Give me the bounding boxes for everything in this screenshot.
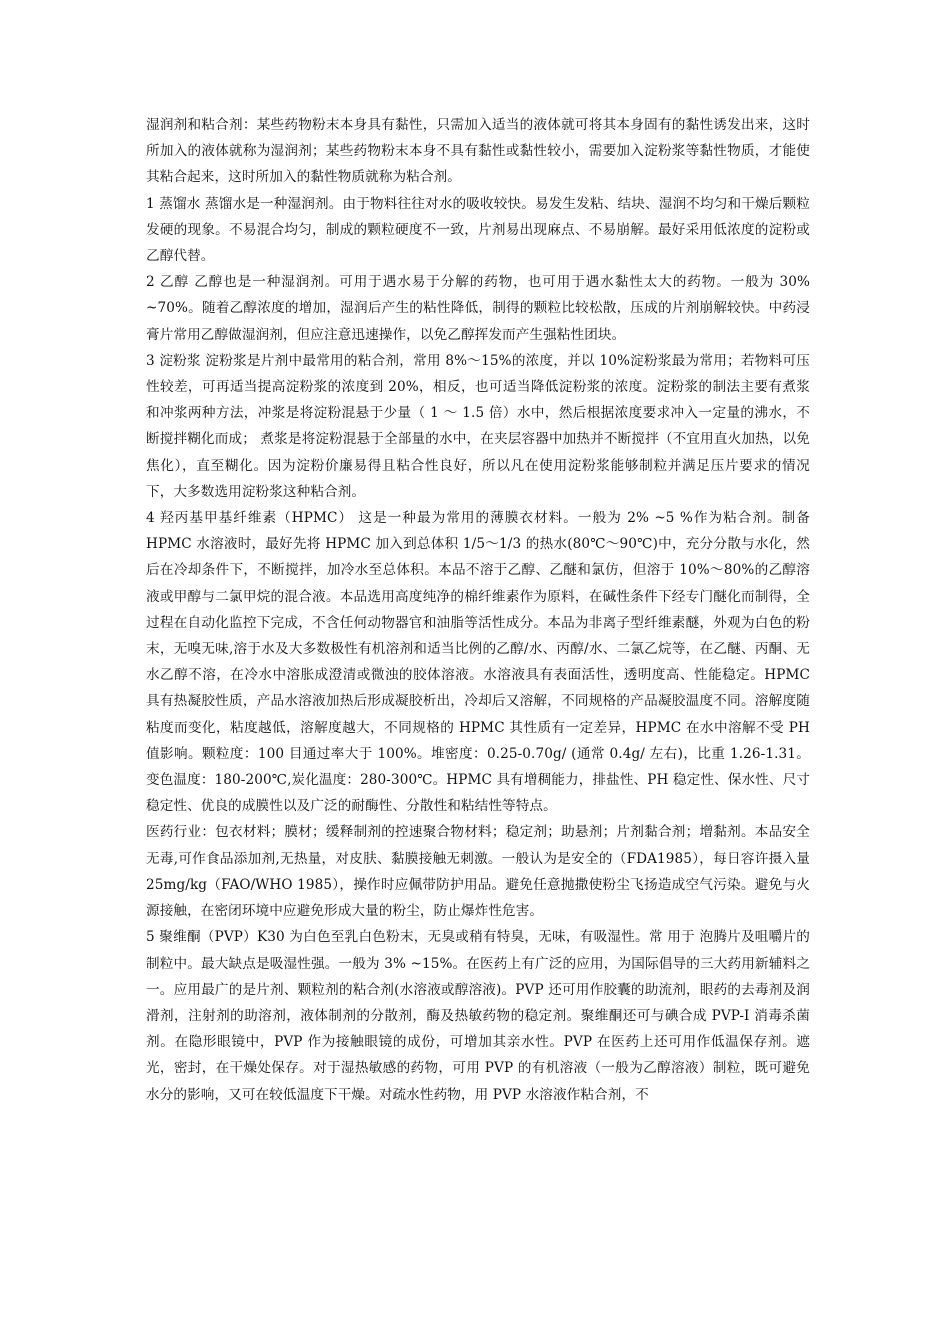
paragraph-distilled-water: 1 蒸馏水 蒸馏水是一种湿润剂。由于物料往往对水的吸收较快。易发生发粘、结块、湿润不均匀和干燥后颗粒发硬的现象。不易混合均匀，制成的颗粒硬度不一致，片剂易出现麻点、不易崩解。最好采用低浓度的淀粉或乙醇代替。 <box>146 195 810 265</box>
paragraph-wetting-binding-agents: 湿润剂和粘合剂：某些药物粉末本身具有黏性，只需加入适当的液体就可将其本身固有的黏性诱发出来，这时所加入的液体就称为湿润剂；某些药物粉末本身不具有黏性或黏性较小，需要加入淀粉浆等黏性物质，才能使其粘合起来，这时所加入的黏性物质就称为粘合剂。 <box>146 117 810 186</box>
paragraph-ethanol: 2 乙醇 乙醇也是一种湿润剂。可用于遇水易于分解的药物，也可用于遇水黏性太大的药物。一般为 30% ~70%。随着乙醇浓度的增加，湿润后产生的粘性降低，制得的颗粒比较松散，压成的片剂崩解较快。中药浸膏片常用乙醇做湿润剂，但应注意迅速操作，以免乙醇挥发而产生强粘性团块。 <box>146 274 810 343</box>
paragraph-pvp: 5 聚维酮（PVP）K30 为白色至乳白色粉末，无臭或稍有特臭，无味，有吸湿性。常 用于 泡腾片及咀嚼片的制粒中。最大缺点是吸湿性强。一般为 3% ~15%。在医药上有广泛的应用，为国际倡导的三大药用新辅料之一。应用最广的是片剂、颗粒剂的粘合剂(水溶液或醇溶液)。PVP 还可用作胶囊的助流剂，眼药的去毒剂及润滑剂，注射剂的助溶剂，液体制剂的分散剂，酶及热敏药物的稳定剂。聚维酮还可与碘合成 PVP-I 消毒杀菌剂。在隐形眼镜中，PVP 作为接触眼镜的成份，可增加其亲水性。PVP 在医药上还可用作低温保存剂。遮光，密封，在干燥处保存。对于湿热敏感的药物，可用 PVP 的有机溶液（一般为乙醇溶液）制粒，既可避免水分的影响，又可在较低温度下干燥。对疏水性药物，用 PVP 水溶液作粘合剂，不 <box>146 929 810 1103</box>
paragraph-starch-paste: 3 淀粉浆 淀粉浆是片剂中最常用的粘合剂，常用 8%～15%的浓度，并以 10%淀粉浆最为常用；若物料可压性较差，可再适当提高淀粉浆的浓度到 20%，相反，也可适当降低淀粉浆的浓度。淀粉浆的制法主要有煮浆和冲浆两种方法，冲浆是将淀粉混悬于少量（ 1 ～ 1.5 倍）水中，然后根据浓度要求冲入一定量的沸水，不断搅拌糊化而成； 煮浆是将淀粉混悬于全部量的水中，在夹层容器中加热并不断搅拌（不宜用直火加热，以免焦化），直至糊化。因为淀粉价廉易得且粘合性良好，所以凡在使用淀粉浆能够制粒并满足压片要求的情况下，大多数选用淀粉浆这种粘合剂。 <box>146 352 810 500</box>
paragraph-hpmc: 4 羟丙基甲基纤维素（HPMC） 这是一种最为常用的薄膜衣材料。一般为 2% ~5 %作为粘合剂。制备 HPMC 水溶液时，最好先将 HPMC 加入到总体积 1/5～1/3 的热水(80℃～90℃)中，充分分散与水化，然后在冷却条件下，不断搅拌，加冷水至总体积。本品不溶于乙醇、乙醚和氯仿，但溶于 10%～80%的乙醇溶液或甲醇与二氯甲烷的混合液。本品选用高度纯净的棉纤维素作为原料，在碱性条件下经专门醚化而制得，全过程在自动化监控下完成，不含任何动物器官和油脂等活性成分。本品为非离子型纤维素醚，外观为白色的粉末，无嗅无味,溶于水及大多数极性有机溶剂和适当比例的乙醇/水、丙醇/水、二氯乙烷等，在乙醚、丙酮、无水乙醇不溶，在冷水中溶胀成澄清或微浊的胶体溶液。水溶液具有表面活性，透明度高、性能稳定。HPMC 具有热凝胶性质，产品水溶液加热后形成凝胶析出，冷却后又溶解，不同规格的产品凝胶温度不同。溶解度随粘度而变化，粘度越低，溶解度越大，不同规格的 HPMC 其性质有一定差异，HPMC 在水中溶解不受 PH 值影响。颗粒度：100 目通过率大于 100%。堆密度：0.25-0.70g/ (通常 0.4g/ 左右)，比重 1.26-1.31。变色温度：180-200℃,炭化温度：280-300℃。HPMC 具有增稠能力，排盐性、PH 稳定性、保水性、尺寸稳定性、优良的成膜性以及广泛的耐酶性、分散性和粘结性等特点。 <box>146 510 810 815</box>
document-body <box>146 112 810 1108</box>
paragraph-pharma-industry: 医药行业：包衣材料；膜材；缓释制剂的控速聚合物材料；稳定剂；助悬剂；片剂黏合剂；增黏剂。本品安全无毒,可作食品添加剂,无热量，对皮肤、黏膜接触无刺激。一般认为是安全的（FDA1985），每日容许摄入量 25mg/kg（FAO/WHO 1985），操作时应佩带防护用品。避免任意抛撒使粉尘飞扬造成空气污染。避免与火源接触，在密闭环境中应避免形成大量的粉尘，防止爆炸性危害。 <box>146 824 810 920</box>
